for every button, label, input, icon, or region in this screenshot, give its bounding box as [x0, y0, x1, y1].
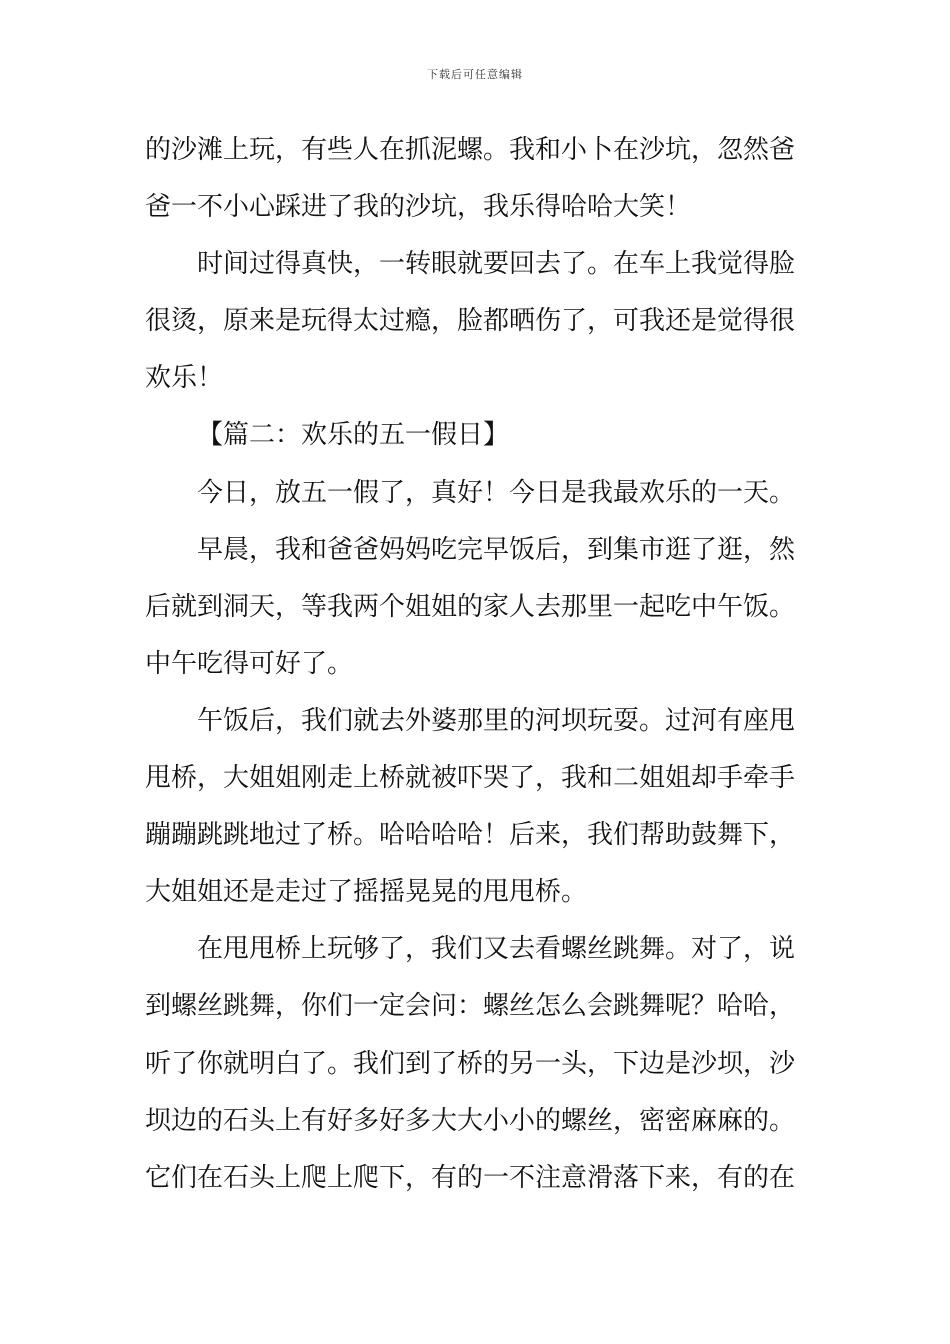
text-line: 很烫，原来是玩得太过瘾，脸都晒伤了，可我还是觉得很 — [145, 306, 796, 337]
paragraph-start-line: 午饭后，我们就去外婆那里的河坝玩耍。过河有座甩 — [197, 705, 796, 736]
text-line: 到螺丝跳舞，你们一定会问：螺丝怎么会跳舞呢？哈哈， — [145, 991, 796, 1022]
text-line: 后就到洞天，等我两个姐姐的家人去那里一起吃中午饭。 — [145, 591, 796, 622]
text-line: 听了你就明白了。我们到了桥的另一头，下边是沙坝，沙 — [145, 1048, 796, 1079]
text-line: 爸一不小心踩进了我的沙坑，我乐得哈哈大笑！ — [145, 192, 692, 223]
text-line: 欢乐！ — [145, 363, 224, 394]
text-line: 的沙滩上玩，有些人在抓泥螺。我和小卜在沙坑，忽然爸 — [145, 135, 796, 165]
paragraph-start-line: 时间过得真快，一转眼就要回去了。在车上我觉得脸 — [197, 249, 796, 280]
document-body — [145, 122, 807, 1207]
paragraph-start-line: 在甩甩桥上玩够了，我们又去看螺丝跳舞。对了，说 — [197, 934, 796, 965]
page-header: 下载后可任意编辑 — [427, 68, 523, 81]
text-line: 蹦蹦跳跳地过了桥。哈哈哈哈！后来，我们帮助鼓舞下， — [145, 820, 796, 851]
section-heading: 【篇二：欢乐的五一假日】 — [197, 420, 510, 451]
text-line: 中午吃得可好了。 — [145, 648, 354, 679]
paragraph-start-line: 早晨，我和爸爸妈妈吃完早饭后，到集市逛了逛，然 — [197, 534, 796, 565]
text-line: 大姐姐还是走过了摇摇晃晃的甩甩桥。 — [145, 877, 588, 908]
paragraph-start-line: 今日，放五一假了，真好！今日是我最欢乐的一天。 — [197, 477, 796, 508]
text-line: 它们在石头上爬上爬下，有的一不注意滑落下来，有的在 — [145, 1162, 796, 1193]
text-line: 甩桥，大姐姐刚走上桥就被吓哭了，我和二姐姐却手牵手 — [145, 763, 796, 794]
text-line: 坝边的石头上有好多好多大大小小的螺丝，密密麻麻的。 — [145, 1105, 796, 1136]
